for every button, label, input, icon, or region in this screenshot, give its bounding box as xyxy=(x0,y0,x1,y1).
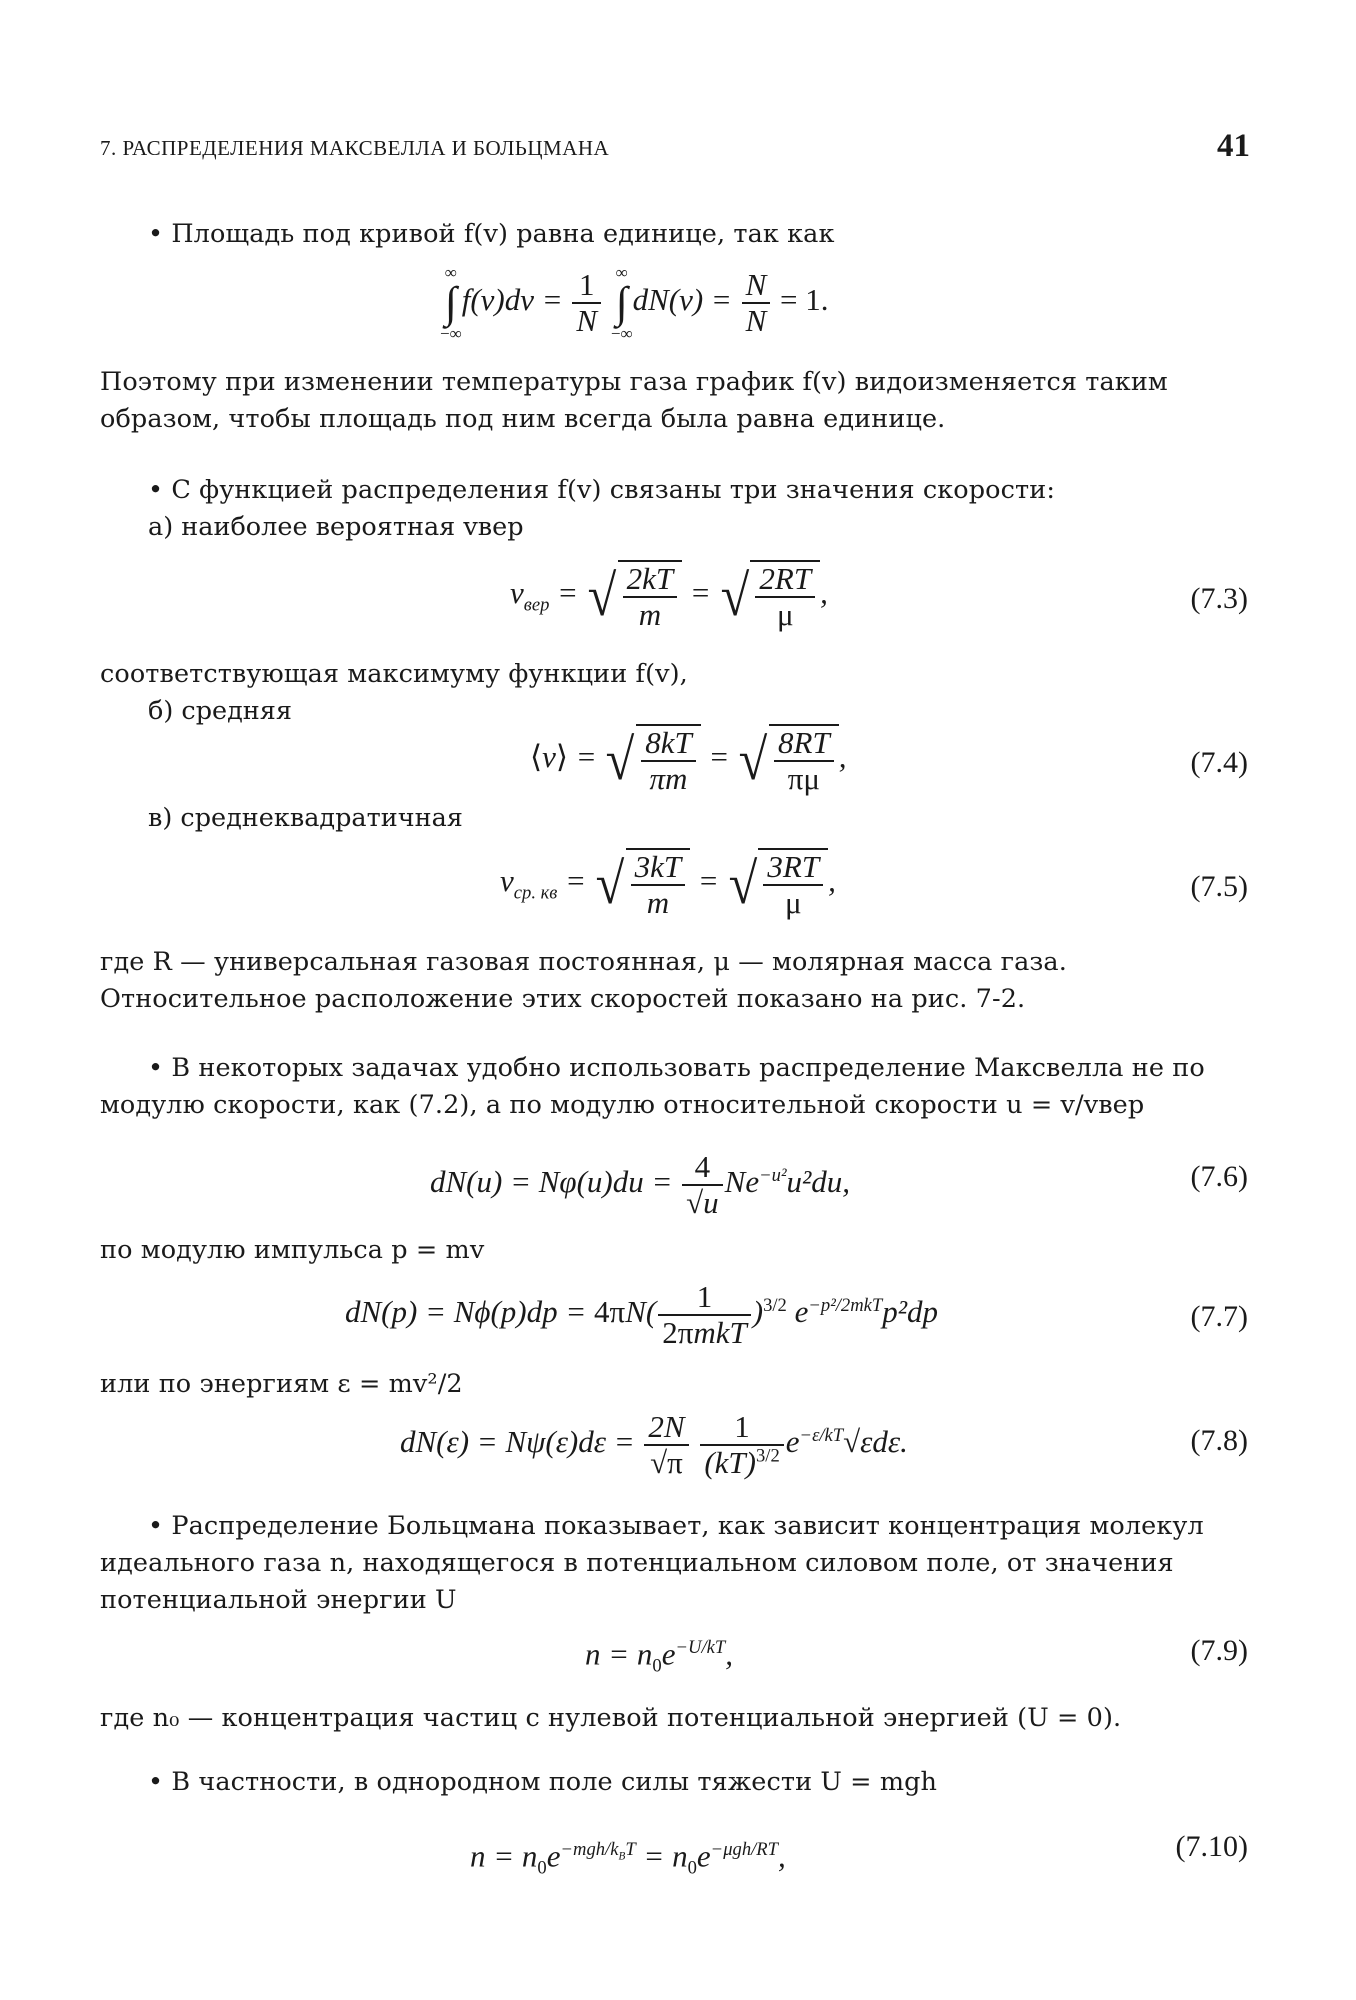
paragraph-area-intro: • Площадь под кривой f(v) равна единице, так как xyxy=(148,219,835,249)
paragraph-gas-constant: где R — универсальная газовая постоянная, μ — молярная масса газа. Относительное расположение этих скоростей показано на рис. 7-2. xyxy=(100,947,1067,1014)
paragraph-relative-speed: • В некоторых задачах удобно использовать распределение Максвелла не по модулю скорости, как (7.2), а по модулю относительной скорости u = v/vвер xyxy=(100,1053,1205,1120)
equation-normalization-formula: ∞ ∫ −∞ f(v)dv = $\frac{1}{N}$ ∞ ∫ −∞ dN(v) = $\frac{N}{N}$ = 1. xyxy=(440,263,829,343)
paragraph-zero-potential: где n₀ — концентрация частиц с нулевой потенциальной энергией (U = 0). xyxy=(100,1703,1122,1733)
equation-number-7-7: (7.7) xyxy=(1190,1300,1248,1333)
paragraph-three-speeds: • С функцией распределения f(v) связаны три значения скорости: xyxy=(148,475,1056,505)
running-head: 7. РАСПРЕДЕЛЕНИЯ МАКСВЕЛЛА И БОЛЬЦМАНА xyxy=(100,136,610,160)
paragraph-momentum: по модулю импульса p = mv xyxy=(100,1235,485,1265)
equation-number-7-4: (7.4) xyxy=(1190,746,1248,779)
equation-number-7-8: (7.8) xyxy=(1190,1424,1248,1457)
paragraph-area-change: Поэтому при изменении температуры газа график f(v) видоизменяется таким образом, чтобы площадь под ним всегда была равна единице. xyxy=(100,367,1168,434)
equation-number-7-10: (7.10) xyxy=(1175,1830,1248,1863)
equation-number-7-5: (7.5) xyxy=(1190,870,1248,903)
equation-7-10-formula: $n = n_0e^{-mgh/k_BT} = n_0e^{-\mu gh/RT}$, xyxy=(470,1838,786,1879)
page-header xyxy=(100,128,1250,172)
equation-7-8 xyxy=(0,1410,1356,1490)
equation-7-10 xyxy=(0,1830,1356,1910)
equation-number-7-9: (7.9) xyxy=(1190,1634,1248,1667)
equation-7-4-formula: ⟨v⟩ = √ $\frac{8kT}{\pi m}$ = √ $\frac{8RT}{\pi\mu}$ , xyxy=(530,725,847,797)
paragraph-boltzmann: • Распределение Больцмана показывает, как зависит концентрация молекул идеального газа n, находящегося в потенциальном силовом поле, от значения потенциальной энергии U xyxy=(100,1511,1204,1615)
paragraph-max-function: соответствующая максимуму функции f(v), xyxy=(100,659,688,689)
item-rms: в) среднеквадратичная xyxy=(148,803,463,833)
equation-7-9-formula: $n = n_0e^{-U/kT}$, xyxy=(585,1636,733,1677)
equation-number-7-3: (7.3) xyxy=(1190,582,1248,615)
equation-7-6-formula: dN(u) = Nφ(u)du = $\frac{4}{√u}$ $Ne^{-u^2}u^2du$, xyxy=(430,1149,851,1221)
paragraph-energy: или по энергиям ε = mv²/2 xyxy=(100,1369,463,1399)
equation-7-5-formula: $v_{ср. кв}$ = √ $\frac{3kT}{m}$ = √ $\frac{3RT}{\mu}$ , xyxy=(500,849,836,921)
equation-7-8-formula: dN(ε) = Nψ(ε)dε = $\frac{2N}{√\pi}$ $\frac{1}{(kT)^{3/2}}$ $e^{-\varepsilon/kT}√\varepsilon d\varepsilon$. xyxy=(400,1409,908,1481)
equation-7-7-formula: dN(p) = Nϕ(p)dp = 4πN( $\frac{1}{\text{2πmkT}}$ )$^{3/2}$ $e^{-p^2/2mkT}p^2dp$ xyxy=(345,1279,939,1351)
equation-7-9 xyxy=(0,1628,1356,1708)
equation-7-4 xyxy=(0,724,1356,804)
equation-7-7 xyxy=(0,1280,1356,1360)
equation-7-3 xyxy=(0,560,1356,640)
equation-normalization xyxy=(0,264,1356,344)
item-mean: б) средняя xyxy=(148,696,292,726)
equation-7-3-formula: $v_{вер}$ = √ $\frac{2kT}{m}$ = √ $\frac{2RT}{\mu}$ , xyxy=(510,561,828,633)
item-most-probable: а) наиболее вероятная vвер xyxy=(148,512,524,542)
equation-7-5 xyxy=(0,848,1356,928)
paragraph-gravity: • В частности, в однородном поле силы тяжести U = mgh xyxy=(148,1767,938,1797)
page-number: 41 xyxy=(1217,128,1250,164)
equation-7-6 xyxy=(0,1150,1356,1230)
equation-number-7-6: (7.6) xyxy=(1190,1160,1248,1193)
